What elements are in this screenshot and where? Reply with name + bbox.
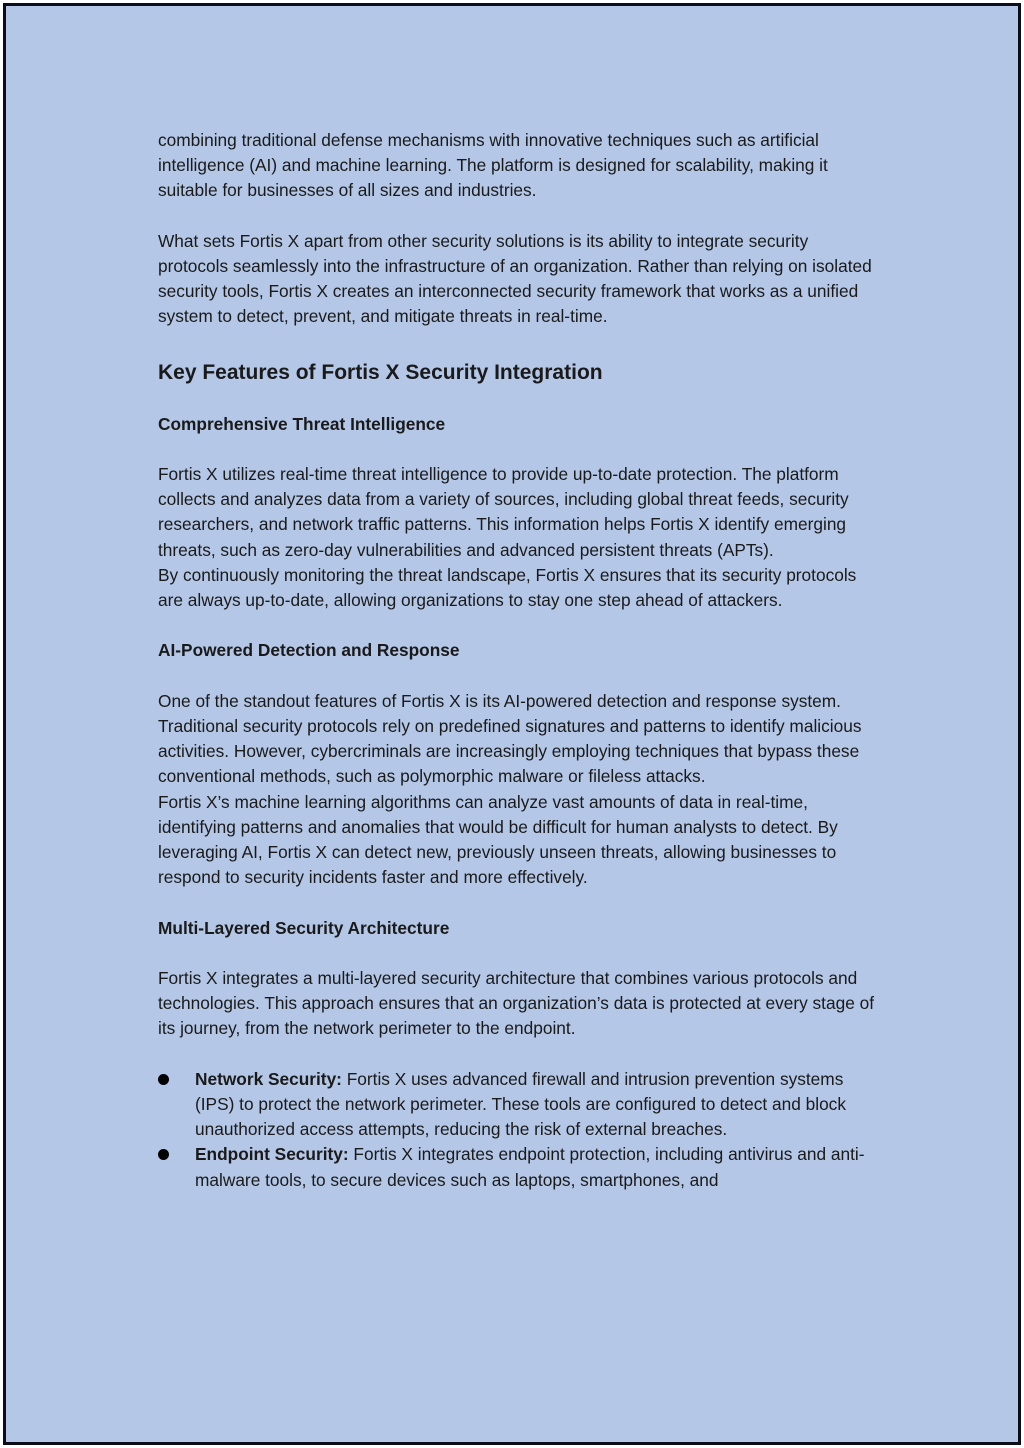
threat-intel-paragraph-1: Fortis X utilizes real-time threat intelligence to provide up-to-date protection. The platform collects and analyzes data from a variety of sources, including global threat feeds, security researchers, and network traffic patterns. This information helps Fortis X identify emerging threats, such as zero-day vulnerabilities and advanced persistent threats (APTs). bbox=[158, 464, 849, 560]
threat-intel-heading: Comprehensive Threat Intelligence bbox=[158, 413, 446, 434]
multilayer-paragraph-1: Fortis X integrates a multi-layered security architecture that combines various protocols and technologies. This approach ensures that an organization’s data is protected at every stage of its journey, from the network perimeter to the endpoint. bbox=[158, 968, 875, 1039]
security-layers-list bbox=[158, 1067, 878, 1193]
list-item-text: Fortis X integrates endpoint protection, including antivirus and anti-malware tools, to secure devices such as laptops, smartphones, and bbox=[195, 1144, 865, 1190]
intro-paragraph-2: What sets Fortis X apart from other security solutions is its ability to integrate security protocols seamlessly into the infrastructure of an organization. Rather than relying on isolated security tools, Fortis X creates an interconnected security framework that works as a unified system to detect, prevent, and mitigate threats in real-time. bbox=[158, 230, 872, 327]
ai-detection-heading: AI-Powered Detection and Response bbox=[158, 640, 460, 661]
bullet-icon bbox=[158, 1149, 169, 1160]
list-item-label: Endpoint Security: bbox=[195, 1144, 349, 1165]
document-body bbox=[158, 128, 878, 1193]
intro-paragraph-1: combining traditional defense mechanisms with innovative techniques such as artificial intelligence (AI) and machine learning. The platform is designed for scalability, making it suitable for businesses of all sizes and industries. bbox=[158, 130, 828, 201]
list-item-text: Fortis X uses advanced firewall and intrusion prevention systems (IPS) to protect the network perimeter. These tools are configured to detect and block unauthorized access attempts, reducing the risk of external breaches. bbox=[195, 1068, 846, 1140]
ai-detection-paragraph-1: One of the standout features of Fortis X is its AI-powered detection and response system. Traditional security protocols rely on predefined signatures and patterns to identify malicious activities. However, cybercriminals are increasingly employing techniques that bypass these conventional methods, such as polymorphic malware or fileless attacks. bbox=[158, 690, 862, 787]
section-title: Key Features of Fortis X Security Integration bbox=[158, 360, 603, 384]
multilayer-heading: Multi-Layered Security Architecture bbox=[158, 917, 450, 938]
document-page bbox=[3, 3, 1021, 1445]
ai-detection-paragraph-2: Fortis X’s machine learning algorithms can analyze vast amounts of data in real-time, identifying patterns and anomalies that would be difficult for human analysts to detect. By leveraging AI, Fortis X can detect new, previously unseen threats, allowing businesses to respond to security incidents faster and more effectively. bbox=[158, 791, 838, 888]
list-item-endpoint-security bbox=[158, 1142, 878, 1192]
bullet-icon bbox=[158, 1074, 169, 1085]
threat-intel-paragraph-2: By continuously monitoring the threat landscape, Fortis X ensures that its security protocols are always up-to-date, allowing organizations to stay one step ahead of attackers. bbox=[158, 564, 857, 611]
list-item-label: Network Security: bbox=[195, 1068, 342, 1089]
list-item-network-security bbox=[158, 1067, 878, 1143]
